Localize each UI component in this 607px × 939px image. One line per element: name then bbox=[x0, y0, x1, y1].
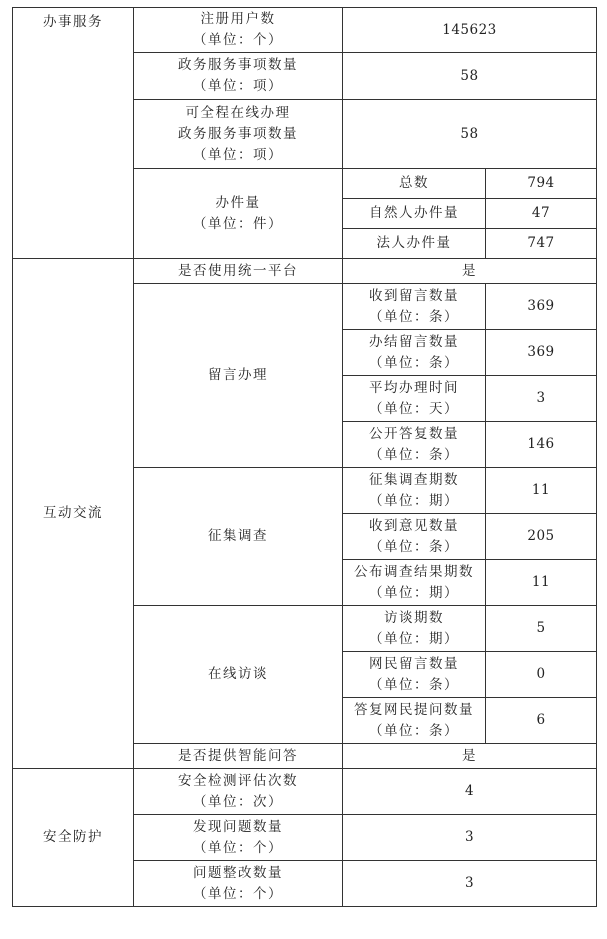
security-fixed-value: 3 bbox=[343, 861, 597, 907]
handled-legal-label: 法人办件量 bbox=[343, 229, 486, 259]
messages-received-unit: （单位：条） bbox=[369, 308, 459, 325]
interview-replies-value: 6 bbox=[486, 698, 597, 744]
handled-unit: （单位：件） bbox=[193, 215, 283, 232]
handled-label: 办件量 bbox=[215, 194, 261, 211]
section-security-title: 安全防护 bbox=[13, 769, 134, 907]
online-items-unit: （单位：项） bbox=[193, 146, 283, 163]
interview-netizen-msgs-label-cell bbox=[343, 652, 486, 698]
security-fixed-label-cell bbox=[134, 861, 343, 907]
section-service-title: 办事服务 bbox=[13, 8, 134, 259]
security-checks-label-cell bbox=[134, 769, 343, 815]
interview-periods-label: 访谈期数 bbox=[384, 609, 444, 626]
registered-users-label: 注册用户数 bbox=[200, 11, 276, 27]
handled-legal-value: 747 bbox=[486, 229, 597, 259]
handled-total-label: 总数 bbox=[343, 169, 486, 199]
registered-users-label-cell bbox=[134, 8, 343, 53]
handled-label-cell bbox=[134, 169, 343, 259]
service-items-value: 58 bbox=[343, 53, 597, 100]
security-checks-value: 4 bbox=[343, 769, 597, 815]
survey-opinions-unit: （单位：条） bbox=[369, 538, 459, 555]
table-row bbox=[13, 8, 597, 53]
interview-periods-label-cell bbox=[343, 606, 486, 652]
survey-periods-unit: （单位：期） bbox=[369, 492, 459, 509]
survey-results-value: 11 bbox=[486, 560, 597, 606]
messages-public-reply-label: 公开答复数量 bbox=[369, 425, 459, 442]
security-checks-unit: （单位：次） bbox=[193, 793, 283, 810]
messages-avg-time-label: 平均办理时间 bbox=[369, 379, 459, 396]
messages-closed-label-cell bbox=[343, 330, 486, 376]
service-items-unit: （单位：项） bbox=[193, 78, 283, 94]
survey-results-unit: （单位：期） bbox=[369, 584, 459, 601]
survey-opinions-label-cell bbox=[343, 514, 486, 560]
online-items-label-line2: 政务服务事项数量 bbox=[178, 125, 298, 142]
messages-received-value: 369 bbox=[486, 284, 597, 330]
messages-received-label: 收到留言数量 bbox=[369, 287, 459, 304]
security-issues-value: 3 bbox=[343, 815, 597, 861]
messages-public-reply-unit: （单位：条） bbox=[369, 446, 459, 463]
messages-closed-value: 369 bbox=[486, 330, 597, 376]
section-interaction-title: 互动交流 bbox=[13, 259, 134, 769]
handled-person-value: 47 bbox=[486, 199, 597, 229]
security-fixed-unit: （单位：个） bbox=[193, 885, 283, 902]
security-issues-unit: （单位：个） bbox=[193, 839, 283, 856]
survey-results-label: 公布调查结果期数 bbox=[354, 563, 474, 580]
security-fixed-label: 问题整改数量 bbox=[193, 864, 283, 881]
statistics-table bbox=[12, 7, 597, 907]
security-issues-label-cell bbox=[134, 815, 343, 861]
unified-platform-value: 是 bbox=[343, 259, 597, 284]
security-issues-label: 发现问题数量 bbox=[193, 818, 283, 835]
online-items-label-cell bbox=[134, 100, 343, 169]
table-row bbox=[13, 769, 597, 815]
interview-replies-unit: （单位：条） bbox=[369, 722, 459, 739]
survey-label: 征集调查 bbox=[134, 468, 343, 606]
messages-public-reply-label-cell bbox=[343, 422, 486, 468]
messages-received-label-cell bbox=[343, 284, 486, 330]
interview-netizen-msgs-label: 网民留言数量 bbox=[369, 655, 459, 672]
interview-netizen-msgs-value: 0 bbox=[486, 652, 597, 698]
interview-netizen-msgs-unit: （单位：条） bbox=[369, 676, 459, 693]
survey-periods-label-cell bbox=[343, 468, 486, 514]
messages-closed-unit: （单位：条） bbox=[369, 354, 459, 371]
messages-label: 留言办理 bbox=[134, 284, 343, 468]
smart-qa-label: 是否提供智能问答 bbox=[134, 744, 343, 769]
survey-periods-value: 11 bbox=[486, 468, 597, 514]
survey-opinions-value: 205 bbox=[486, 514, 597, 560]
online-items-label-line1: 可全程在线办理 bbox=[185, 104, 291, 121]
interview-replies-label: 答复网民提问数量 bbox=[354, 701, 474, 718]
messages-avg-time-unit: （单位：天） bbox=[369, 400, 459, 417]
service-items-label: 政务服务事项数量 bbox=[178, 57, 298, 73]
interview-periods-value: 5 bbox=[486, 606, 597, 652]
unified-platform-label: 是否使用统一平台 bbox=[134, 259, 343, 284]
interview-periods-unit: （单位：期） bbox=[369, 630, 459, 647]
handled-total-value: 794 bbox=[486, 169, 597, 199]
table-row bbox=[13, 259, 597, 284]
messages-avg-time-label-cell bbox=[343, 376, 486, 422]
interview-replies-label-cell bbox=[343, 698, 486, 744]
registered-users-value: 145623 bbox=[343, 8, 597, 53]
messages-avg-time-value: 3 bbox=[486, 376, 597, 422]
survey-results-label-cell bbox=[343, 560, 486, 606]
online-items-value: 58 bbox=[343, 100, 597, 169]
registered-users-unit: （单位：个） bbox=[193, 32, 283, 48]
survey-opinions-label: 收到意见数量 bbox=[369, 517, 459, 534]
handled-person-label: 自然人办件量 bbox=[343, 199, 486, 229]
messages-closed-label: 办结留言数量 bbox=[369, 333, 459, 350]
survey-periods-label: 征集调查期数 bbox=[369, 471, 459, 488]
messages-public-reply-value: 146 bbox=[486, 422, 597, 468]
smart-qa-value: 是 bbox=[343, 744, 597, 769]
interview-label: 在线访谈 bbox=[134, 606, 343, 744]
service-items-label-cell bbox=[134, 53, 343, 100]
security-checks-label: 安全检测评估次数 bbox=[178, 772, 298, 789]
